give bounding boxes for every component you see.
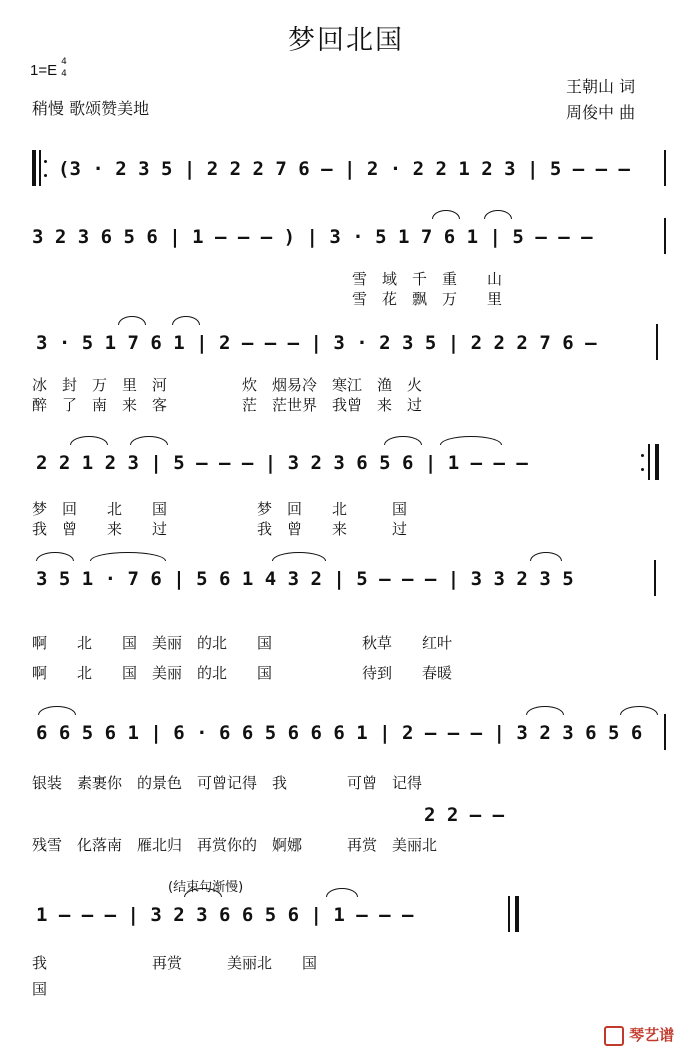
page-title: 梦回北国	[288, 25, 404, 56]
repeat-dot	[641, 468, 644, 471]
lyrics-row-4-verse-2: 我 曾 来 过 我 曾 来 过	[32, 520, 408, 538]
watermark-logo	[604, 1024, 674, 1046]
lyrics-row-6-verse-1: 银装 素裹你 的景色 可曾记得 我 可曾 记得	[32, 774, 423, 792]
repeat-end-thick-bar	[655, 444, 659, 480]
bar-line	[664, 150, 666, 186]
repeat-dot	[44, 160, 47, 163]
slur	[440, 436, 502, 445]
watermark-text: 琴艺谱	[629, 1026, 675, 1044]
lyrics-row-6-verse-2: 残雪 化落南 雁北归 再赏你的 婀娜 再赏 美丽北	[32, 836, 438, 854]
repeat-start-thick-bar	[32, 150, 36, 186]
slur	[36, 552, 74, 561]
notation-row-5: 3 5 1 · 7 6 | 5 6 1 4 3 2 | 5 — — — | 3 3 2 3 5	[36, 568, 574, 590]
slur	[172, 316, 200, 325]
time-signature-bottom: 4	[61, 69, 67, 79]
lyrics-row-2-verse-1: 雪 域 千 重 山	[352, 270, 503, 288]
slur	[272, 552, 326, 561]
slur	[70, 436, 108, 445]
bar-line	[656, 324, 658, 360]
bar-line	[654, 560, 656, 596]
slur	[484, 210, 512, 219]
notation-row-1: (3 · 2 3 5 | 2 2 2 7 6 — | 2 · 2 2 1 2 3 | 5 — — —	[58, 158, 630, 180]
slur	[384, 436, 422, 445]
lyrics-row-3-verse-2: 醉 了 南 来 客 茫 茫世界 我曾 来 过	[32, 396, 423, 414]
lyrics-row-7-verse-1: 我 再赏 美丽北 国	[32, 954, 318, 972]
repeat-end-thin-bar	[648, 444, 650, 480]
slur	[432, 210, 460, 219]
key-signature: 1=E	[30, 62, 58, 79]
slur	[118, 316, 146, 325]
repeat-start-thin-bar	[39, 150, 41, 186]
lyrics-row-7-verse-2: 国	[32, 980, 48, 998]
bar-line	[664, 218, 666, 254]
end-thin-bar	[508, 896, 510, 932]
slur	[326, 888, 358, 897]
slur	[620, 706, 658, 715]
ending-annotation: (结束句渐慢)	[168, 880, 244, 895]
end-thick-bar	[515, 896, 519, 932]
slur	[90, 552, 166, 561]
lyrics-row-5-verse-1: 啊 北 国 美丽 的北 国 秋草 红叶	[32, 634, 453, 652]
notation-row-7: 1 — — — | 3 2 3 6 6 5 6 | 1 — — —	[36, 904, 414, 926]
notation-row-2: 3 2 3 6 5 6 | 1 — — — ) | 3 · 5 1 7 6 1 | 5 — — —	[32, 226, 593, 248]
lyrics-row-4-verse-1: 梦 回 北 国 梦 回 北 国	[32, 500, 408, 518]
time-signature-top: 4	[61, 57, 67, 67]
notation-row-3: 3 · 5 1 7 6 1 | 2 — — — | 3 · 2 3 5 | 2 2 2 7 6 —	[36, 332, 597, 354]
repeat-dot	[44, 174, 47, 177]
slur	[526, 706, 564, 715]
slur	[130, 436, 168, 445]
notation-row-4: 2 2 1 2 3 | 5 — — — | 3 2 3 6 5 6 | 1 — — —	[36, 452, 528, 474]
extra-notation-row-6: 2 2 — —	[424, 804, 505, 826]
lyrics-row-3-verse-1: 冰 封 万 里 河 炊 烟易冷 寒江 渔 火	[32, 376, 423, 394]
lyrics-row-2-verse-2: 雪 花 飘 万 里	[352, 290, 503, 308]
watermark-icon	[604, 1026, 624, 1046]
composer: 周俊中 曲	[566, 103, 636, 122]
lyricist: 王朝山 词	[566, 77, 636, 96]
slur	[38, 706, 76, 715]
bar-line	[664, 714, 666, 750]
slur	[530, 552, 562, 561]
tempo-marking: 稍慢 歌颂赞美地	[32, 99, 150, 118]
repeat-dot	[641, 454, 644, 457]
notation-row-6: 6 6 5 6 1 | 6 · 6 6 5 6 6 6 1 | 2 — — — | 3 2 3 6 5 6	[36, 722, 643, 744]
lyrics-row-5-verse-2: 啊 北 国 美丽 的北 国 待到 春暖	[32, 664, 453, 682]
